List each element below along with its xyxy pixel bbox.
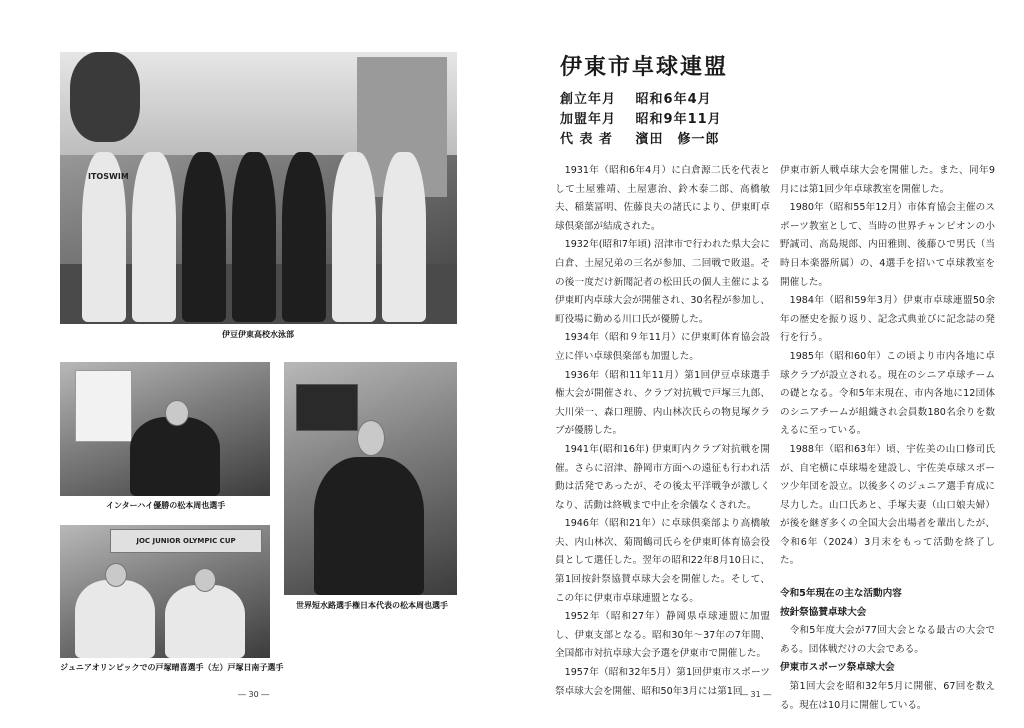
history-paragraph: 1985年（昭和60年）この頃より市内各地に卓球クラブが設立される。現在のシニア卓球チームの礎となる。令和5年末現在、市内各地に12団体のシニアチームが組織され会員数180名余りを数えるに至っている。 — [780, 350, 995, 437]
activity-name: 按針祭協賛卓球大会 — [780, 606, 867, 618]
interhigh-photo — [60, 362, 270, 496]
info-value: 昭和9年11月 — [635, 112, 722, 127]
info-value: 昭和6年4月 — [635, 92, 712, 107]
team-photo-caption: 伊豆伊東高校水泳部 — [222, 330, 294, 339]
team-member — [382, 152, 426, 322]
info-label: 加盟年月 — [560, 112, 617, 127]
page-number-left: ― 30 ― — [238, 690, 270, 699]
history-paragraph: 1932年(昭和7年頃) 沼津市で行われた県大会に白倉、土屋兄弟の三名が参加、二回戦で敗退。その後一度だけ新聞記者の松田氏の個人主催による伊東町内卓球大会が開催され、30名程が参加し、町役場に勤める川口氏が優勝した。 — [555, 239, 770, 325]
history-paragraph: 1952年（昭和27年）静岡県卓球連盟に加盟し、伊東支部となる。昭和30年～37年の7年間、全国都市対抗卓球大会予選を伊東市で開催した。 — [555, 611, 770, 660]
junior-olympic-banner: JOC JUNIOR OLYMPIC CUP — [110, 529, 262, 553]
team-member — [282, 152, 326, 322]
team-shirt-logo: ITOSWIM — [88, 172, 129, 181]
junior-olympic-photo — [60, 525, 270, 658]
team-member — [182, 152, 226, 322]
history-paragraph: 1934年（昭和９年11月）に伊東町体育協会設立に伴い卓球倶楽部も加盟した。 — [555, 332, 770, 362]
athlete-figure — [314, 457, 424, 595]
athlete-figure — [75, 580, 155, 658]
junior-olympic-caption: ジュニアオリンピックでの戸塚晴喜選手（左）戸塚日南子選手 — [60, 663, 284, 672]
history-paragraph: 1936年（昭和11年11月）第1回伊豆卓球選手権大会が開催され、クラブ対抗戦で戸塚三九郎、大川栄一、森口理勝、内山林次氏らの物見塚クラブが優勝した。 — [555, 369, 770, 437]
history-paragraph: 伊東市新人戦卓球大会を開催した。また、同年9月には第1回少年卓球教室を開催した。 — [780, 165, 995, 195]
world-championship-photo — [284, 362, 457, 595]
world-championship-caption: 世界短水路選手権日本代表の松本周也選手 — [296, 601, 448, 610]
info-label: 創立年月 — [560, 92, 617, 107]
history-paragraph: 1931年（昭和6年4月）に白倉源二氏を代表として土屋雅靖、土屋憲治、鈴木泰二郎、高橋敏夫、稲葉冨明、佐藤良夫の諸氏により、伊東町卓球倶楽部が結成された。 — [555, 165, 770, 232]
award-certificate — [75, 370, 132, 442]
history-paragraph: 1946年（昭和21年）に卓球倶楽部より高橋敏夫、内山林次、菊間鶴司氏らを伊東町体育協会役員として選任した。翌年の昭和22年8月10日に、第1回按針祭協賛卓球大会を開催した。そして、この年に伊東市卓球連盟となる。 — [555, 518, 770, 604]
team-photo — [60, 52, 457, 324]
page-number-right: ― 31 ― — [740, 690, 772, 699]
info-label: 代 表 者 — [560, 132, 614, 147]
history-column-2 — [780, 162, 995, 715]
team-member — [132, 152, 176, 322]
info-representative — [560, 128, 720, 147]
history-column-1 — [555, 162, 770, 701]
athlete-head — [105, 563, 127, 587]
page-title: 伊東市卓球連盟 — [560, 55, 729, 80]
activities-heading: 令和5年現在の主な活動内容 — [780, 588, 902, 600]
athlete-figure — [130, 417, 220, 496]
team-member — [332, 152, 376, 322]
activity-name: 伊東市スポーツ祭卓球大会 — [780, 662, 895, 674]
history-paragraph: 1988年（昭和63年）頃、宇佐美の山口修司氏が、自宅横に卓球場を建設し、宇佐美卓球スポーツ少年団を設立。以後多くのジュニア選手育成に尽力した。山口氏あと、手塚夫妻（山口娘夫婦）が後を継ぎ多くの全国大会出場者を輩出したが、令和6年（2024）3月末をもって活動を終了した。 — [780, 443, 995, 567]
info-founded — [560, 88, 712, 107]
history-paragraph: 1980年（昭和55年12月）市体育協会主催のスポーツ教室として、当時の世界チャンピオンの小野誠司、高島規郎、内田雅則、後藤ひで男氏（当時日本楽器所属）の、4選手を招いて卓球教室を開催した。 — [780, 202, 995, 288]
interhigh-photo-caption: インターハイ優勝の松本周也選手 — [106, 501, 226, 510]
history-paragraph: 1957年（昭和32年5月）第1回伊東市スポーツ祭卓球大会を開催、昭和50年3月には第1回 — [555, 667, 770, 697]
history-paragraph: 1941年(昭和16年) 伊東町内クラブ対抗戦を開催。さらに沼津、静岡市方面への遠征も行われ活動は活発であったが、その後太平洋戦争が激しくなり、活動は終戦まで中止を余儀なくされた。 — [555, 443, 770, 511]
info-value: 濱田 修一郎 — [635, 132, 720, 147]
info-joined — [560, 108, 722, 127]
scoreboard — [296, 384, 358, 431]
athlete-head — [165, 400, 189, 426]
athlete-head — [194, 568, 216, 592]
activity-text: 令和5年度大会が77回大会となる最古の大会である。団体戦だけの大会である。 — [780, 625, 995, 655]
athlete-figure — [165, 585, 245, 658]
athlete-head — [357, 420, 385, 456]
activity-text: 第1回大会を昭和32年5月に開催、67回を数える。現在は10月に開催している。 — [780, 681, 995, 711]
team-member — [232, 152, 276, 322]
history-paragraph: 1984年（昭和59年3月）伊東市卓球連盟50余年の歴史を振り返り、記念式典並びに記念誌の発行を行う。 — [780, 295, 995, 344]
tree — [70, 52, 140, 142]
